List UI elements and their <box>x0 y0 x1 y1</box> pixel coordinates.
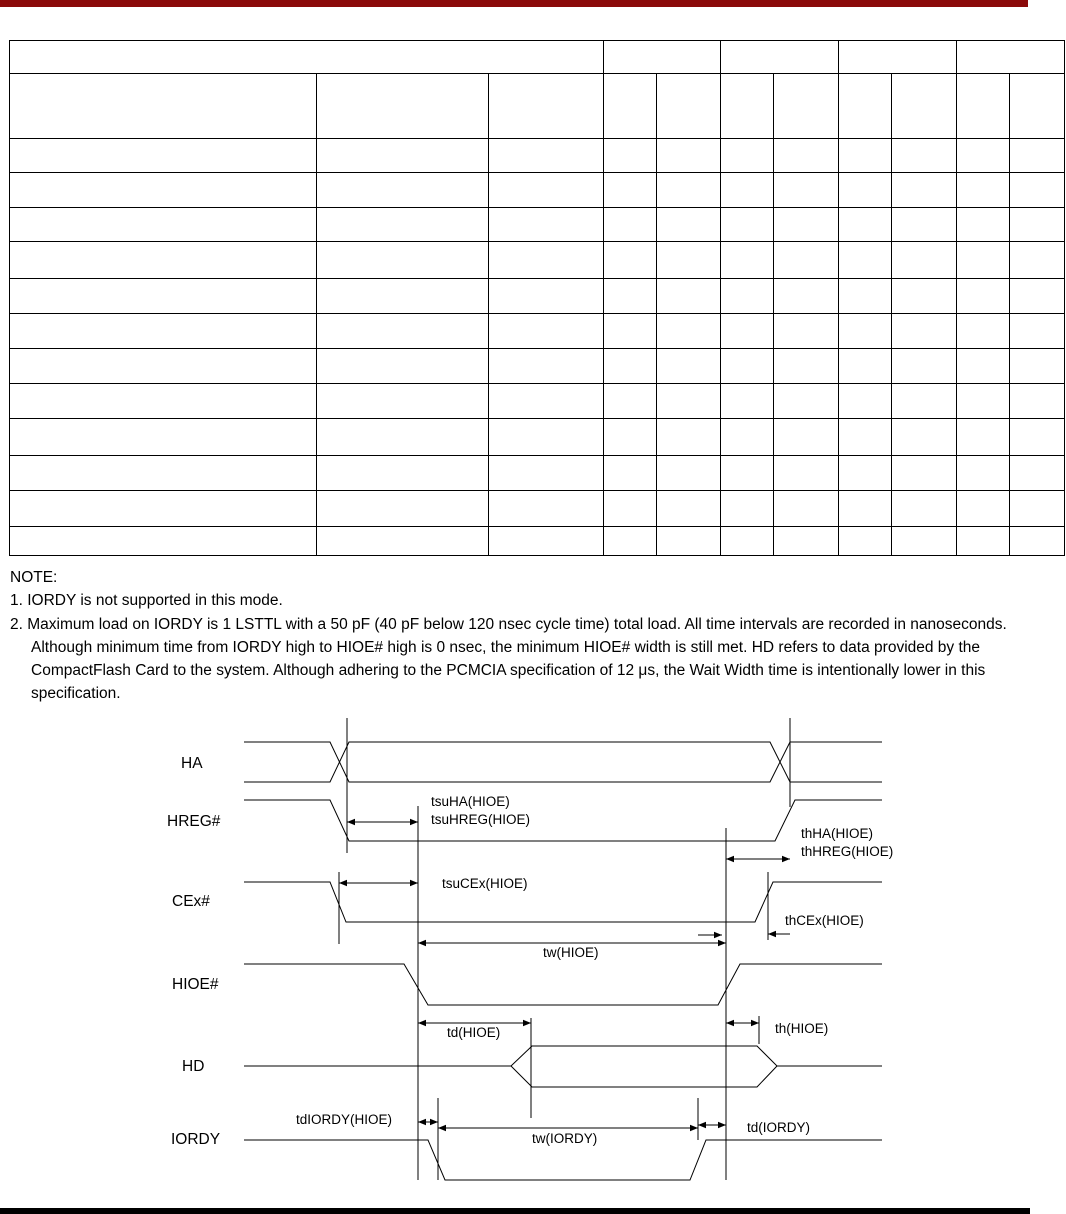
table-cell <box>317 491 489 527</box>
table-cell <box>774 384 839 419</box>
table-cell <box>892 74 957 139</box>
table-cell <box>1010 208 1065 242</box>
table-cell <box>774 419 839 456</box>
table-cell <box>957 173 1010 208</box>
label-tw-hioe: tw(HIOE) <box>543 945 599 960</box>
table-cell <box>604 173 657 208</box>
table-cell <box>721 279 774 314</box>
table-cell <box>657 527 721 556</box>
table-cell <box>657 279 721 314</box>
table-row <box>10 527 1065 556</box>
table-cell <box>774 314 839 349</box>
table-cell <box>10 208 317 242</box>
signal-label-hd: HD <box>182 1058 205 1075</box>
notes-heading: NOTE: <box>10 569 58 586</box>
signal-label-cex: CEx# <box>172 893 210 910</box>
table-cell <box>957 349 1010 384</box>
table-cell <box>604 491 657 527</box>
table-cell <box>1010 139 1065 173</box>
label-tw-iordy: tw(IORDY) <box>532 1131 598 1146</box>
table-cell <box>657 139 721 173</box>
table-cell <box>489 384 604 419</box>
table-cell <box>604 74 657 139</box>
table-cell <box>604 456 657 491</box>
note-item-2: 2. Maximum load on IORDY is 1 LSTTL with a 50 pF (40 pF below 120 nsec cycle time) total load. All time intervals are recorded in nanoseconds. Although minimum time from IORDY high to HIOE# high is 0 nsec, the minimum HIOE# width is still met. HD refers to data provided by the CompactFlash Card to the system. Although adhering to the PCMCIA specification of 12 μs, the Wait Width time is intentionally lower in this specification. <box>10 615 1007 703</box>
table-cell <box>317 242 489 279</box>
table-header-row <box>10 41 1065 74</box>
table-cell <box>1010 279 1065 314</box>
table-cell <box>839 74 892 139</box>
table-cell <box>957 527 1010 556</box>
table-cell <box>657 242 721 279</box>
table-cell <box>317 74 489 139</box>
table-cell <box>957 384 1010 419</box>
table-row <box>10 314 1065 349</box>
table-cell <box>839 314 892 349</box>
table-cell <box>774 491 839 527</box>
label-td-hioe: td(HIOE) <box>447 1025 501 1040</box>
table-cell <box>721 491 774 527</box>
table-cell <box>721 384 774 419</box>
table-cell <box>892 527 957 556</box>
table-cell <box>489 74 604 139</box>
table-cell <box>489 349 604 384</box>
signal-label-hioe: HIOE# <box>172 976 219 993</box>
table-cell <box>957 491 1010 527</box>
table-cell <box>721 242 774 279</box>
table-cell <box>721 74 774 139</box>
table-cell <box>721 173 774 208</box>
table-cell <box>892 139 957 173</box>
table-cell <box>839 41 957 74</box>
table-cell <box>892 456 957 491</box>
table-cell <box>721 139 774 173</box>
table-cell <box>317 456 489 491</box>
notes-section <box>10 566 1050 706</box>
table-cell <box>721 527 774 556</box>
table-cell <box>10 41 604 74</box>
table-cell <box>839 139 892 173</box>
table-cell <box>657 74 721 139</box>
table-cell <box>317 314 489 349</box>
table-cell <box>489 279 604 314</box>
table-cell <box>839 456 892 491</box>
table-cell <box>839 242 892 279</box>
table-cell <box>489 242 604 279</box>
table-cell <box>774 208 839 242</box>
table-cell <box>317 208 489 242</box>
label-th-hreg: thHREG(HIOE) <box>801 844 894 859</box>
table-cell <box>317 279 489 314</box>
table-cell <box>839 208 892 242</box>
table-cell <box>892 491 957 527</box>
signal-label-iordy: IORDY <box>171 1131 221 1148</box>
table-cell <box>892 279 957 314</box>
table-cell <box>657 314 721 349</box>
table-cell <box>774 74 839 139</box>
table-row <box>10 384 1065 419</box>
table-cell <box>604 41 721 74</box>
table-cell <box>721 41 839 74</box>
table-cell <box>489 208 604 242</box>
table-cell <box>1010 74 1065 139</box>
table-cell <box>957 242 1010 279</box>
table-cell <box>774 349 839 384</box>
table-cell <box>604 139 657 173</box>
table-cell <box>604 314 657 349</box>
table-cell <box>892 242 957 279</box>
table-cell <box>10 74 317 139</box>
table-cell <box>892 419 957 456</box>
table-cell <box>604 349 657 384</box>
table-cell <box>1010 242 1065 279</box>
table-cell <box>317 527 489 556</box>
table-cell <box>957 208 1010 242</box>
table-cell <box>839 384 892 419</box>
table-cell <box>721 208 774 242</box>
table-cell <box>774 456 839 491</box>
table-cell <box>10 491 317 527</box>
signal-label-ha: HA <box>181 755 203 772</box>
table-row <box>10 491 1065 527</box>
table-cell <box>839 279 892 314</box>
table-cell <box>839 527 892 556</box>
table-row <box>10 139 1065 173</box>
table-cell <box>604 242 657 279</box>
table-cell <box>657 456 721 491</box>
table-cell <box>957 74 1010 139</box>
table-cell <box>489 527 604 556</box>
table-cell <box>774 527 839 556</box>
table-cell <box>10 349 317 384</box>
table-cell <box>657 208 721 242</box>
table-row <box>10 208 1065 242</box>
table-cell <box>10 173 317 208</box>
table-cell <box>657 349 721 384</box>
table-cell <box>774 139 839 173</box>
waveform-hioe <box>244 964 882 1005</box>
table-cell <box>489 139 604 173</box>
note-item-1: 1. IORDY is not supported in this mode. <box>10 592 283 610</box>
table-subheader-row <box>10 74 1065 139</box>
table-cell <box>774 242 839 279</box>
label-tsu-hreg: tsuHREG(HIOE) <box>431 812 531 827</box>
table-cell <box>892 384 957 419</box>
table-cell <box>774 173 839 208</box>
table-cell <box>839 173 892 208</box>
label-td-iordy: td(IORDY) <box>747 1120 811 1135</box>
table-cell <box>657 491 721 527</box>
waveform-ha-lower <box>244 742 882 782</box>
table-cell <box>604 208 657 242</box>
table-cell <box>604 279 657 314</box>
table-cell <box>1010 384 1065 419</box>
table-cell <box>489 491 604 527</box>
waveform-iordy <box>244 1140 882 1180</box>
table-cell <box>957 419 1010 456</box>
table-cell <box>10 139 317 173</box>
table-cell <box>489 314 604 349</box>
signal-label-hreg: HREG# <box>167 813 221 830</box>
table-cell <box>957 41 1065 74</box>
label-th-hioe: th(HIOE) <box>775 1021 829 1036</box>
table-cell <box>721 349 774 384</box>
table-cell <box>1010 349 1065 384</box>
table-cell <box>657 173 721 208</box>
table-cell <box>489 456 604 491</box>
table-cell <box>1010 456 1065 491</box>
table-row <box>10 242 1065 279</box>
table-cell <box>10 384 317 419</box>
table-row <box>10 173 1065 208</box>
waveform-hd-lower <box>511 1066 777 1087</box>
table-cell <box>1010 173 1065 208</box>
table-cell <box>657 384 721 419</box>
table-cell <box>604 419 657 456</box>
table-cell <box>892 208 957 242</box>
table-cell <box>10 279 317 314</box>
table-cell <box>957 456 1010 491</box>
table-cell <box>839 491 892 527</box>
table-cell <box>10 527 317 556</box>
table-cell <box>317 349 489 384</box>
table-cell <box>957 279 1010 314</box>
table-row <box>10 279 1065 314</box>
table-cell <box>10 419 317 456</box>
label-th-cex: thCEx(HIOE) <box>785 913 864 928</box>
table-cell <box>721 419 774 456</box>
table-cell <box>892 173 957 208</box>
table-cell <box>839 349 892 384</box>
table-cell <box>604 527 657 556</box>
table-cell <box>1010 527 1065 556</box>
table-cell <box>957 314 1010 349</box>
label-tsu-cex: tsuCEx(HIOE) <box>442 876 528 891</box>
table-cell <box>657 419 721 456</box>
waveform-hd-upper <box>244 1046 882 1066</box>
table-cell <box>489 173 604 208</box>
table-cell <box>10 314 317 349</box>
table-cell <box>774 279 839 314</box>
top-rule <box>0 0 1028 7</box>
table-cell <box>892 314 957 349</box>
table-cell <box>10 242 317 279</box>
label-th-ha: thHA(HIOE) <box>801 826 874 841</box>
timing-spec-table <box>9 40 1065 556</box>
table-cell <box>1010 419 1065 456</box>
table-cell <box>604 384 657 419</box>
table-cell <box>317 384 489 419</box>
table-cell <box>10 456 317 491</box>
table-cell <box>317 173 489 208</box>
table-row <box>10 349 1065 384</box>
table-row <box>10 456 1065 491</box>
timing-diagram <box>0 700 1066 1200</box>
table-cell <box>957 139 1010 173</box>
table-cell <box>721 314 774 349</box>
table-cell <box>317 139 489 173</box>
label-td-iordy-hioe: tdIORDY(HIOE) <box>296 1112 393 1127</box>
table-cell <box>1010 491 1065 527</box>
label-tsu-ha: tsuHA(HIOE) <box>431 794 510 809</box>
table-row <box>10 419 1065 456</box>
table-cell <box>489 419 604 456</box>
table-cell <box>839 419 892 456</box>
waveform-hreg <box>244 800 882 841</box>
table-cell <box>721 456 774 491</box>
table-cell <box>317 419 489 456</box>
table-cell <box>892 349 957 384</box>
table-cell <box>1010 314 1065 349</box>
bottom-rule <box>0 1208 1030 1214</box>
